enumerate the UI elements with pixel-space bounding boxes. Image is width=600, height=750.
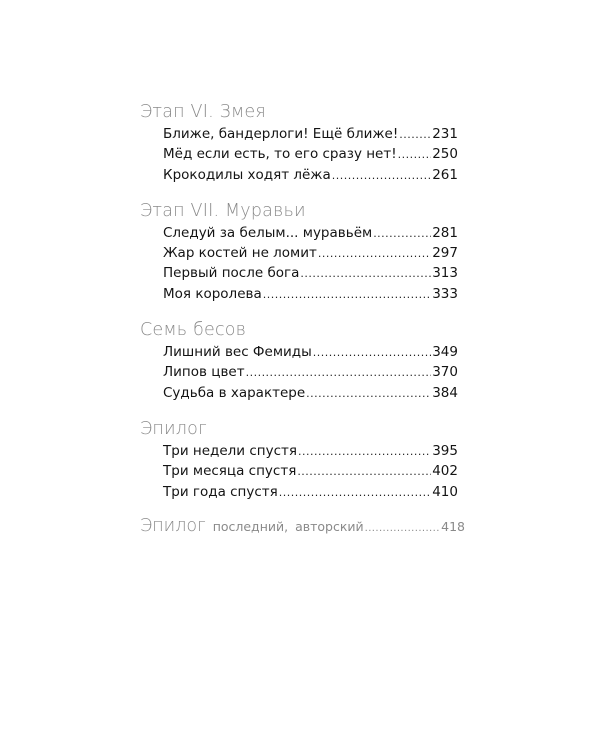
table-of-contents xyxy=(140,100,470,536)
entry-title: Три недели спустя xyxy=(163,442,297,459)
dot-leader xyxy=(246,363,432,383)
dot-leader xyxy=(263,285,431,305)
toc-entry[interactable] xyxy=(163,263,458,283)
section-title: Семь бесов xyxy=(140,320,247,341)
dot-leader xyxy=(318,244,431,264)
entry-page-number: 410 xyxy=(432,483,458,500)
dot-leader xyxy=(279,483,431,503)
toc-section xyxy=(140,318,470,403)
entry-title: Моя королева xyxy=(163,285,262,302)
section-title: Этап VI. Змея xyxy=(140,102,266,122)
toc-entry[interactable] xyxy=(163,165,458,185)
section-entries xyxy=(163,223,458,304)
dot-leader xyxy=(297,462,431,482)
section-title: Эпилог xyxy=(140,418,207,439)
entry-page-number: 384 xyxy=(432,384,458,401)
entry-page-number: 297 xyxy=(432,245,458,262)
entry-page-number: 313 xyxy=(432,265,458,282)
dot-leader xyxy=(313,343,431,363)
entry-title: Судьба в характере xyxy=(163,384,306,401)
entry-page-number: 231 xyxy=(432,126,458,142)
section-title: Этап VII. Муравьи xyxy=(140,200,306,221)
entry-page-number: 261 xyxy=(432,166,458,183)
final-entry-page-number: 418 xyxy=(441,518,465,534)
section-entries xyxy=(163,441,458,502)
toc-entry[interactable] xyxy=(163,144,458,164)
dot-leader xyxy=(398,145,432,165)
dot-leader xyxy=(365,523,441,534)
dot-leader xyxy=(298,442,431,462)
entry-title: Крокодилы ходят лёжа xyxy=(163,166,331,183)
section-entries xyxy=(163,342,458,403)
toc-section xyxy=(140,100,470,185)
toc-section xyxy=(140,417,470,502)
section-entries xyxy=(163,124,458,185)
entry-page-number: 370 xyxy=(432,364,458,381)
toc-entry[interactable] xyxy=(163,243,458,263)
dot-leader xyxy=(399,125,431,145)
entry-title: Ближе, бандерлоги! Ещё ближе! xyxy=(163,126,399,142)
toc-entry[interactable] xyxy=(163,383,458,403)
entry-title: Мёд если есть, то его сразу нет! xyxy=(163,146,397,163)
dot-leader xyxy=(332,166,431,186)
entry-page-number: 395 xyxy=(432,442,458,459)
entry-page-number: 250 xyxy=(432,146,458,163)
entry-page-number: 333 xyxy=(432,285,458,302)
entry-title: Лишний вес Фемиды xyxy=(163,344,312,361)
entry-title: Три года спустя xyxy=(163,483,278,500)
toc-entry[interactable] xyxy=(163,342,458,362)
toc-section xyxy=(140,199,470,304)
final-entry-subtitle: последний, авторский xyxy=(212,518,364,534)
entry-page-number: 349 xyxy=(432,344,458,361)
dot-leader xyxy=(300,264,431,284)
final-entry-title: Эпилог xyxy=(140,515,206,536)
toc-entry[interactable] xyxy=(163,124,458,144)
entry-title: Липов цвет xyxy=(163,364,245,381)
toc-entry[interactable] xyxy=(163,461,458,481)
toc-entry[interactable] xyxy=(163,441,458,461)
entry-title: Жар костей не ломит xyxy=(163,245,317,262)
dot-leader xyxy=(306,384,431,404)
entry-title: Следуй за белым... муравьём xyxy=(163,224,373,241)
entry-title: Первый после бога xyxy=(163,265,300,282)
entry-title: Три месяца спустя xyxy=(163,463,297,480)
toc-entry[interactable] xyxy=(163,223,458,243)
dot-leader xyxy=(373,224,431,244)
toc-entry[interactable] xyxy=(163,482,458,502)
entry-page-number: 402 xyxy=(432,463,458,480)
final-toc-entry[interactable] xyxy=(140,516,465,536)
toc-entry[interactable] xyxy=(163,284,458,304)
toc-entry[interactable] xyxy=(163,362,458,382)
entry-page-number: 281 xyxy=(432,224,458,241)
